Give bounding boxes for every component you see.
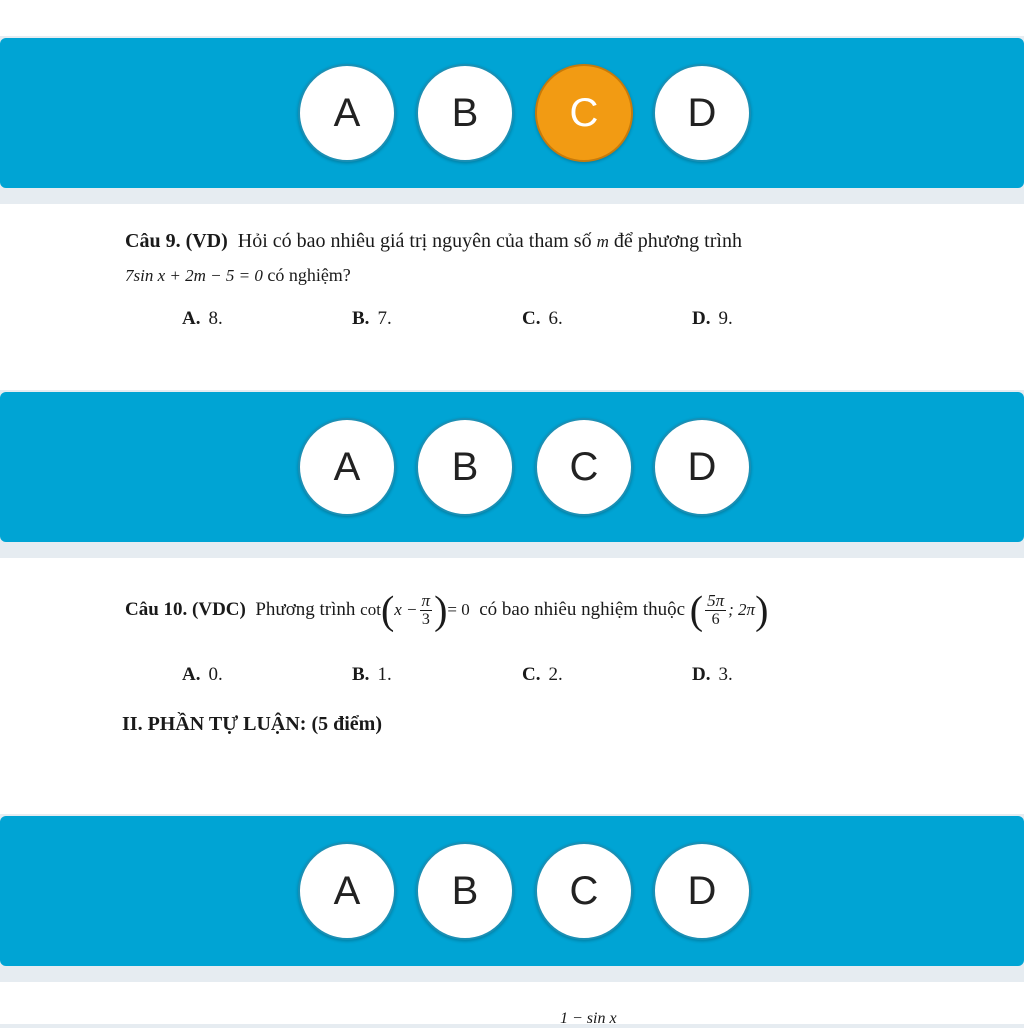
option-a-button[interactable]: A bbox=[298, 842, 396, 940]
right-paren: ) bbox=[434, 587, 448, 633]
question-9-choices bbox=[0, 308, 1024, 338]
fraction-5pi-over-6: $\frac{5\pi}{6}$ bbox=[707, 591, 725, 629]
question-10-card bbox=[0, 558, 1024, 814]
question-9-line-2 bbox=[125, 260, 351, 291]
question-9-number: Câu 9. (VD) bbox=[125, 230, 228, 252]
question-10-choices bbox=[0, 664, 1024, 694]
q9-choice-b: B. 7. bbox=[352, 308, 392, 329]
question-10-line bbox=[125, 580, 768, 640]
option-c-button[interactable]: C bbox=[535, 418, 633, 516]
question-9-line-1 bbox=[125, 226, 742, 257]
top-card bbox=[0, 0, 1024, 36]
q10-choice-b: B. 1. bbox=[352, 664, 392, 685]
answer-band-3 bbox=[0, 816, 1024, 966]
interval-right-paren: ) bbox=[755, 587, 769, 633]
option-d-button[interactable]: D bbox=[653, 418, 751, 516]
option-a-button[interactable]: A bbox=[298, 64, 396, 162]
interval-left-paren: ( bbox=[689, 587, 704, 633]
option-c-button[interactable]: C bbox=[535, 842, 633, 940]
option-d-button[interactable]: D bbox=[653, 64, 751, 162]
q10-choice-a: A. 0. bbox=[182, 664, 223, 685]
interval-2pi: ; 2π bbox=[728, 600, 756, 619]
question-9-suffix: có nghiệm? bbox=[267, 265, 351, 285]
question-9-text: Hỏi có bao nhiêu giá trị nguyên của tham số bbox=[237, 230, 592, 252]
q9-choice-a: A. 8. bbox=[182, 308, 223, 329]
option-b-button[interactable]: B bbox=[416, 64, 514, 162]
option-c-button-selected[interactable]: C bbox=[535, 64, 633, 162]
option-b-button[interactable]: B bbox=[416, 418, 514, 516]
q9-choice-d: D. 9. bbox=[692, 308, 733, 329]
question-9-text-end: để phương trình bbox=[613, 230, 742, 252]
question-10-eq-zero: = 0 bbox=[447, 600, 470, 619]
option-b-button[interactable]: B bbox=[416, 842, 514, 940]
question-9-card bbox=[0, 204, 1024, 390]
q10-choice-c: C. 2. bbox=[522, 664, 563, 685]
question-10-x-minus: x − bbox=[394, 600, 418, 619]
q10-choice-d: D. 3. bbox=[692, 664, 733, 685]
question-10-middle: có bao nhiêu nghiệm thuộc bbox=[479, 599, 686, 620]
question-10-number: Câu 10. (VDC) bbox=[125, 599, 246, 620]
fraction-pi-over-3: $\frac{\pi}{3}$ bbox=[421, 591, 431, 629]
section-title: II. PHẦN TỰ LUẬN: (5 điểm) bbox=[122, 713, 382, 735]
option-a-button[interactable]: A bbox=[298, 418, 396, 516]
answer-band-1 bbox=[0, 38, 1024, 188]
question-9-equation: 7sin x + 2m − 5 = 0 bbox=[125, 266, 263, 285]
question-10-cot: cot bbox=[360, 600, 381, 619]
next-question-card bbox=[0, 982, 1024, 1024]
answer-band-2 bbox=[0, 392, 1024, 542]
partial-fraction-text: 1 − sin x bbox=[560, 1010, 617, 1027]
option-d-button[interactable]: D bbox=[653, 842, 751, 940]
question-9-param: m bbox=[596, 232, 609, 251]
q9-choice-c: C. 6. bbox=[522, 308, 563, 329]
question-10-text: Phương trình bbox=[255, 599, 356, 620]
left-paren: ( bbox=[380, 587, 395, 633]
